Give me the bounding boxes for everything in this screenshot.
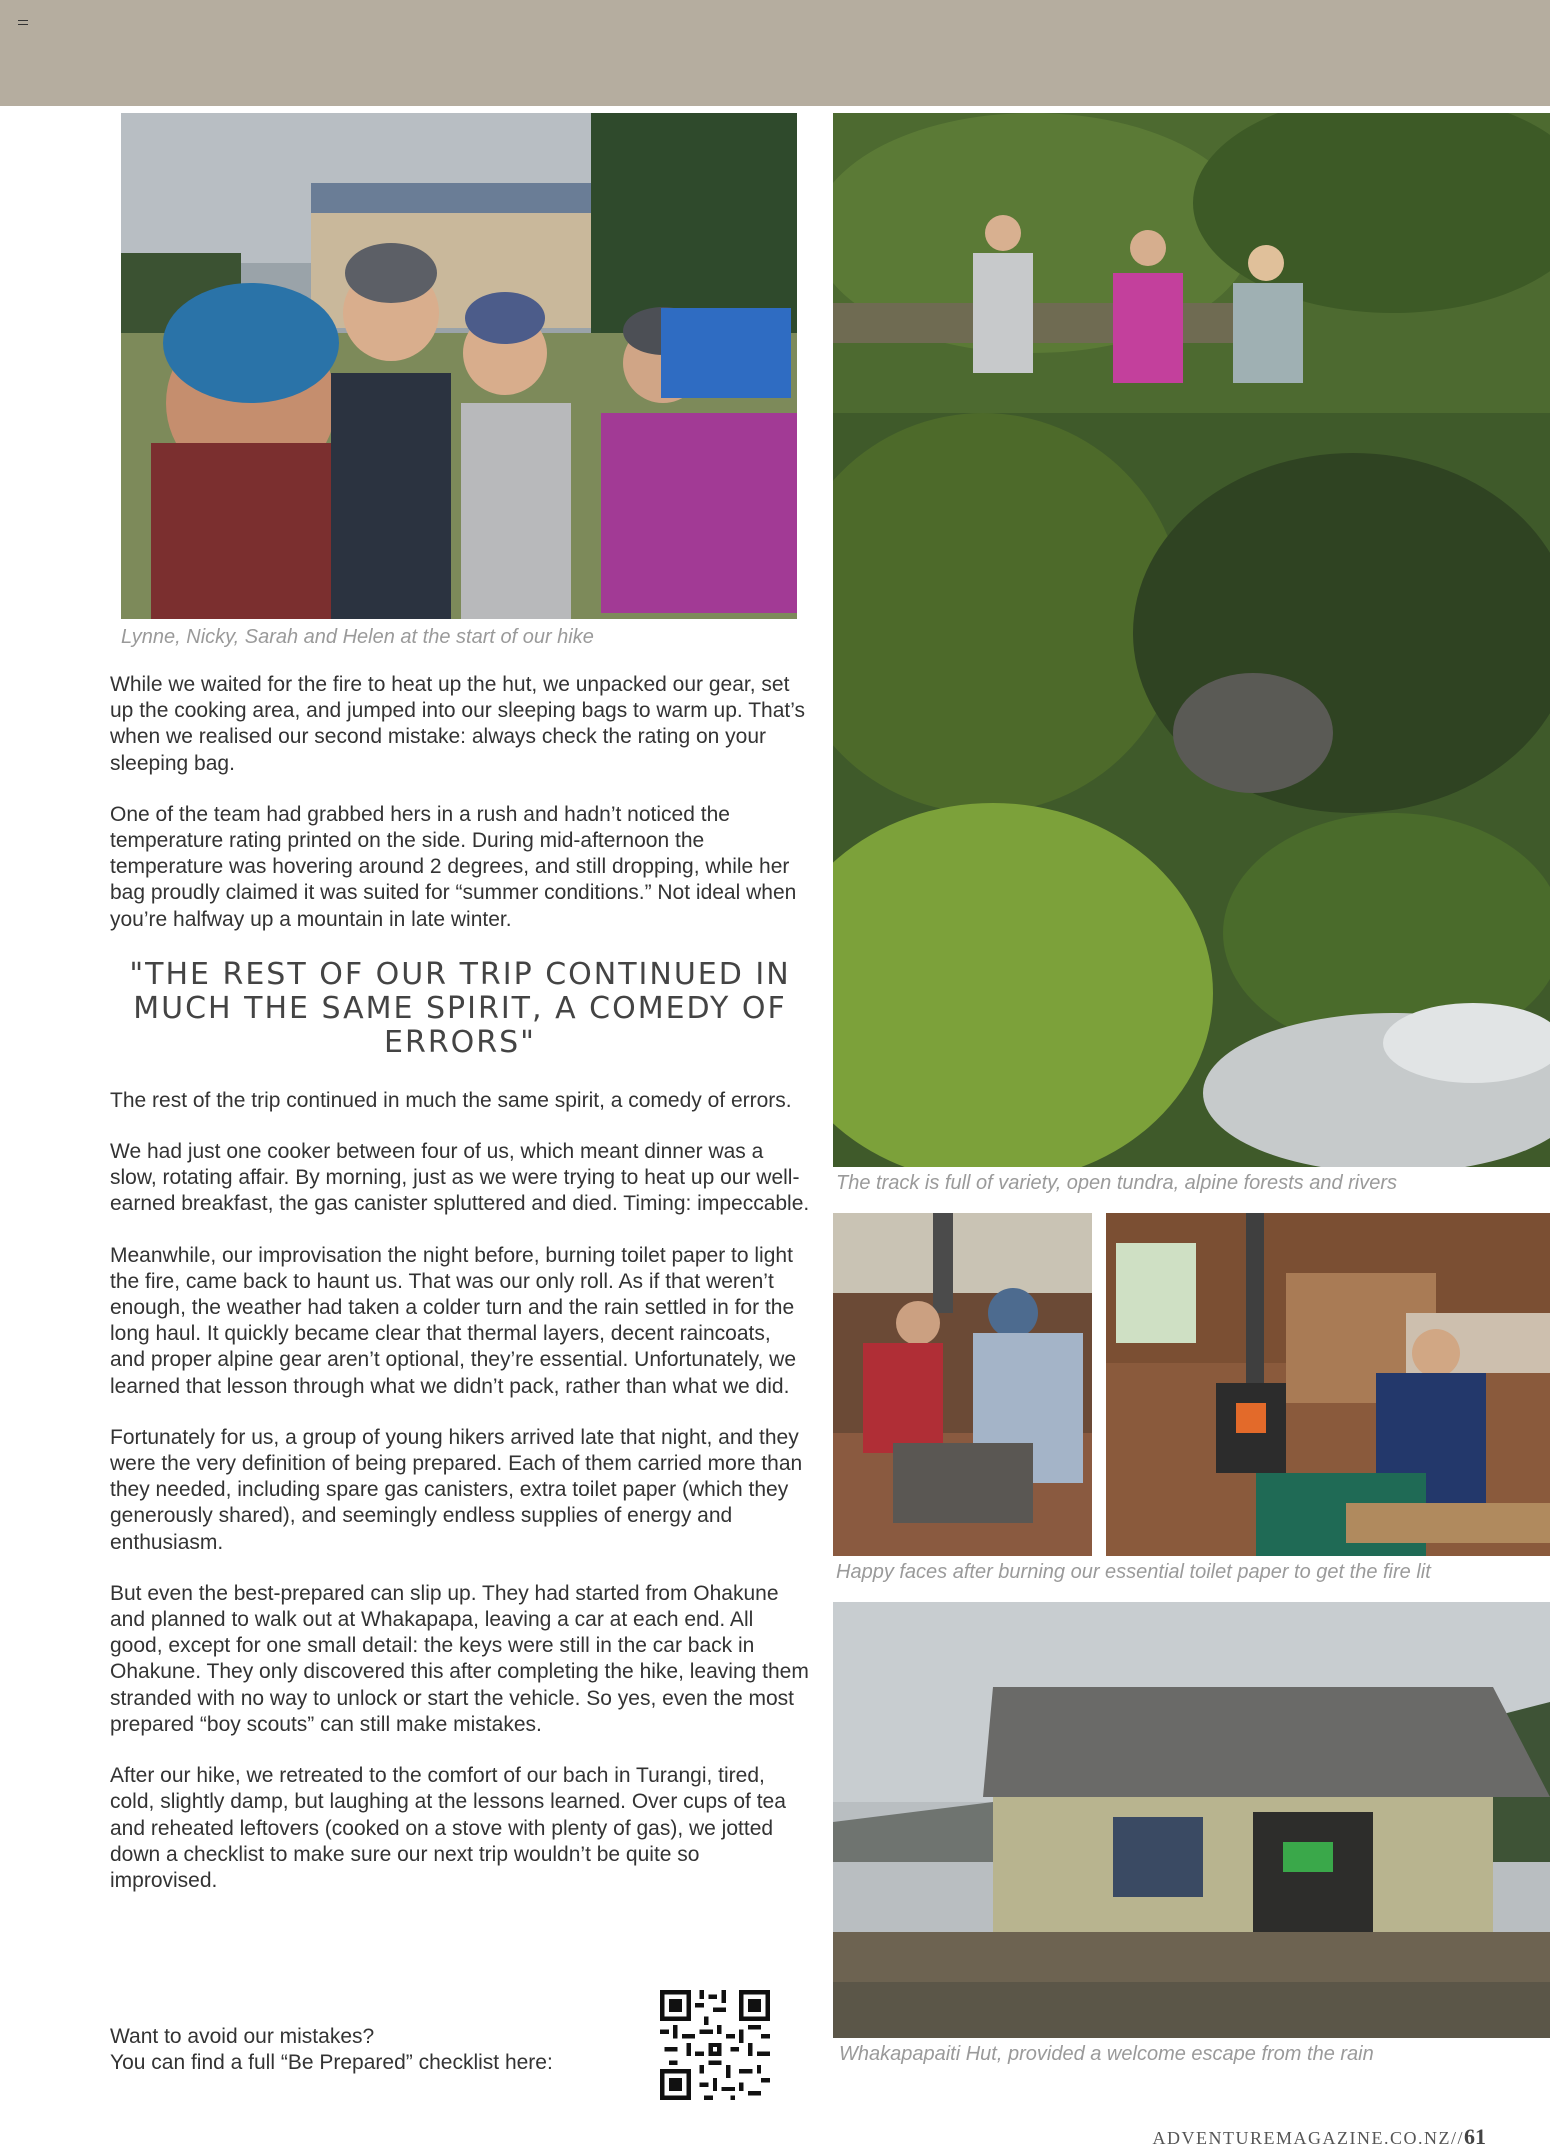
article-paragraph: One of the team had grabbed hers in a rush and hadn’t noticed the temperature rating printed on the side. During mid-afternoon the temperature was hovering around 2 degrees, and still dropping, while her bag proudly claimed it was suited for “summer conditions.” Not ideal when you’re halfway up a mountain in late winter. (110, 802, 797, 931)
hut-exterior-caption: Whakapapaiti Hut, provided a welcome escape from the rain (839, 2043, 1374, 2065)
group-photo-caption: Lynne, Nicky, Sarah and Helen at the start of our hike (121, 626, 594, 648)
page-number: 61 (1464, 2124, 1486, 2149)
checklist-callout (110, 2024, 670, 2076)
article-paragraph: But even the best-prepared can slip up. They had started from Ohakune and planned to walk out at Whakapapa, leaving a car at each end. All good, except for one small detail: the keys were still in the car back in Ohakune. They only discovered this after completing the hike, leaving them stranded with no way to unlock or start the vehicle. So yes, even the most prepared “boy scouts” can still make mistakes. (110, 1581, 809, 1736)
article-paragraph: The rest of the trip continued in much the same spirit, a comedy of errors. (110, 1088, 792, 1112)
article-paragraph: While we waited for the fire to heat up the hut, we unpacked our gear, set up the cooking area, and jumped into our sleeping bags to warm up. That’s when we realised our second mistake: always check the rating on your sleeping bag. (110, 673, 805, 775)
hut-interior-photo-right (1106, 1213, 1550, 1556)
track-photo (833, 113, 1550, 1167)
article-body (110, 672, 810, 1919)
checklist-callout-line1: Want to avoid our mistakes? (110, 2025, 375, 2048)
article-paragraph: After our hike, we retreated to the comfort of our bach in Turangi, tired, cold, slightly damp, but laughing at the lessons learned. Over cups of tea and reheated leftovers (cooked on a stove with plenty of gas), we jotted down a checklist to make sure our next trip wouldn’t be quite so improvised. (110, 1764, 786, 1892)
article-paragraph: Meanwhile, our improvisation the night before, burning toilet paper to light the fire, came back to haunt us. That was our only roll. As if that weren’t enough, the weather had taken a colder turn and the rain settled in for the long haul. It quickly became clear that thermal layers, decent raincoats, and proper alpine gear aren’t optional, they’re essential. Unfortunately, we learned that lesson through what we didn’t pack, rather than what we did. (110, 1243, 797, 1398)
checklist-callout-line2: You can find a full “Be Prepared” checklist here: (110, 2051, 553, 2075)
article-paragraph: We had just one cooker between four of us, which meant dinner was a slow, rotating affair. By morning, just as we were trying to heat up our well-earned breakfast, the gas canister spluttered and died. Timing: impeccable. (110, 1140, 810, 1216)
footer-site: ADVENTUREMAGAZINE.CO.NZ// (1152, 2128, 1464, 2148)
page-footer (1153, 2124, 1486, 2150)
group-photo (121, 113, 797, 619)
hut-exterior-photo (833, 1602, 1550, 2038)
track-photo-caption: The track is full of variety, open tundra, alpine forests and rivers (836, 1172, 1398, 1194)
top-banner (0, 0, 1550, 106)
pull-quote: "THE REST OF OUR TRIP CONTINUED IN MUCH THE SAME SPIRIT, A COMEDY OF ERRORS" (129, 956, 791, 1060)
menu-icon[interactable] (18, 20, 28, 28)
hut-interior-caption: Happy faces after burning our essential toilet paper to get the fire lit (836, 1561, 1431, 1583)
hut-interior-photo-left (833, 1213, 1092, 1556)
article-paragraph: Fortunately for us, a group of young hikers arrived late that night, and they were the very definition of being prepared. Each of them carried more than they needed, including spare gas canisters, extra toilet paper (which they generously shared), and seemingly endless supplies of energy and enthusiasm. (110, 1425, 803, 1554)
checklist-qr-code[interactable] (660, 1990, 770, 2100)
